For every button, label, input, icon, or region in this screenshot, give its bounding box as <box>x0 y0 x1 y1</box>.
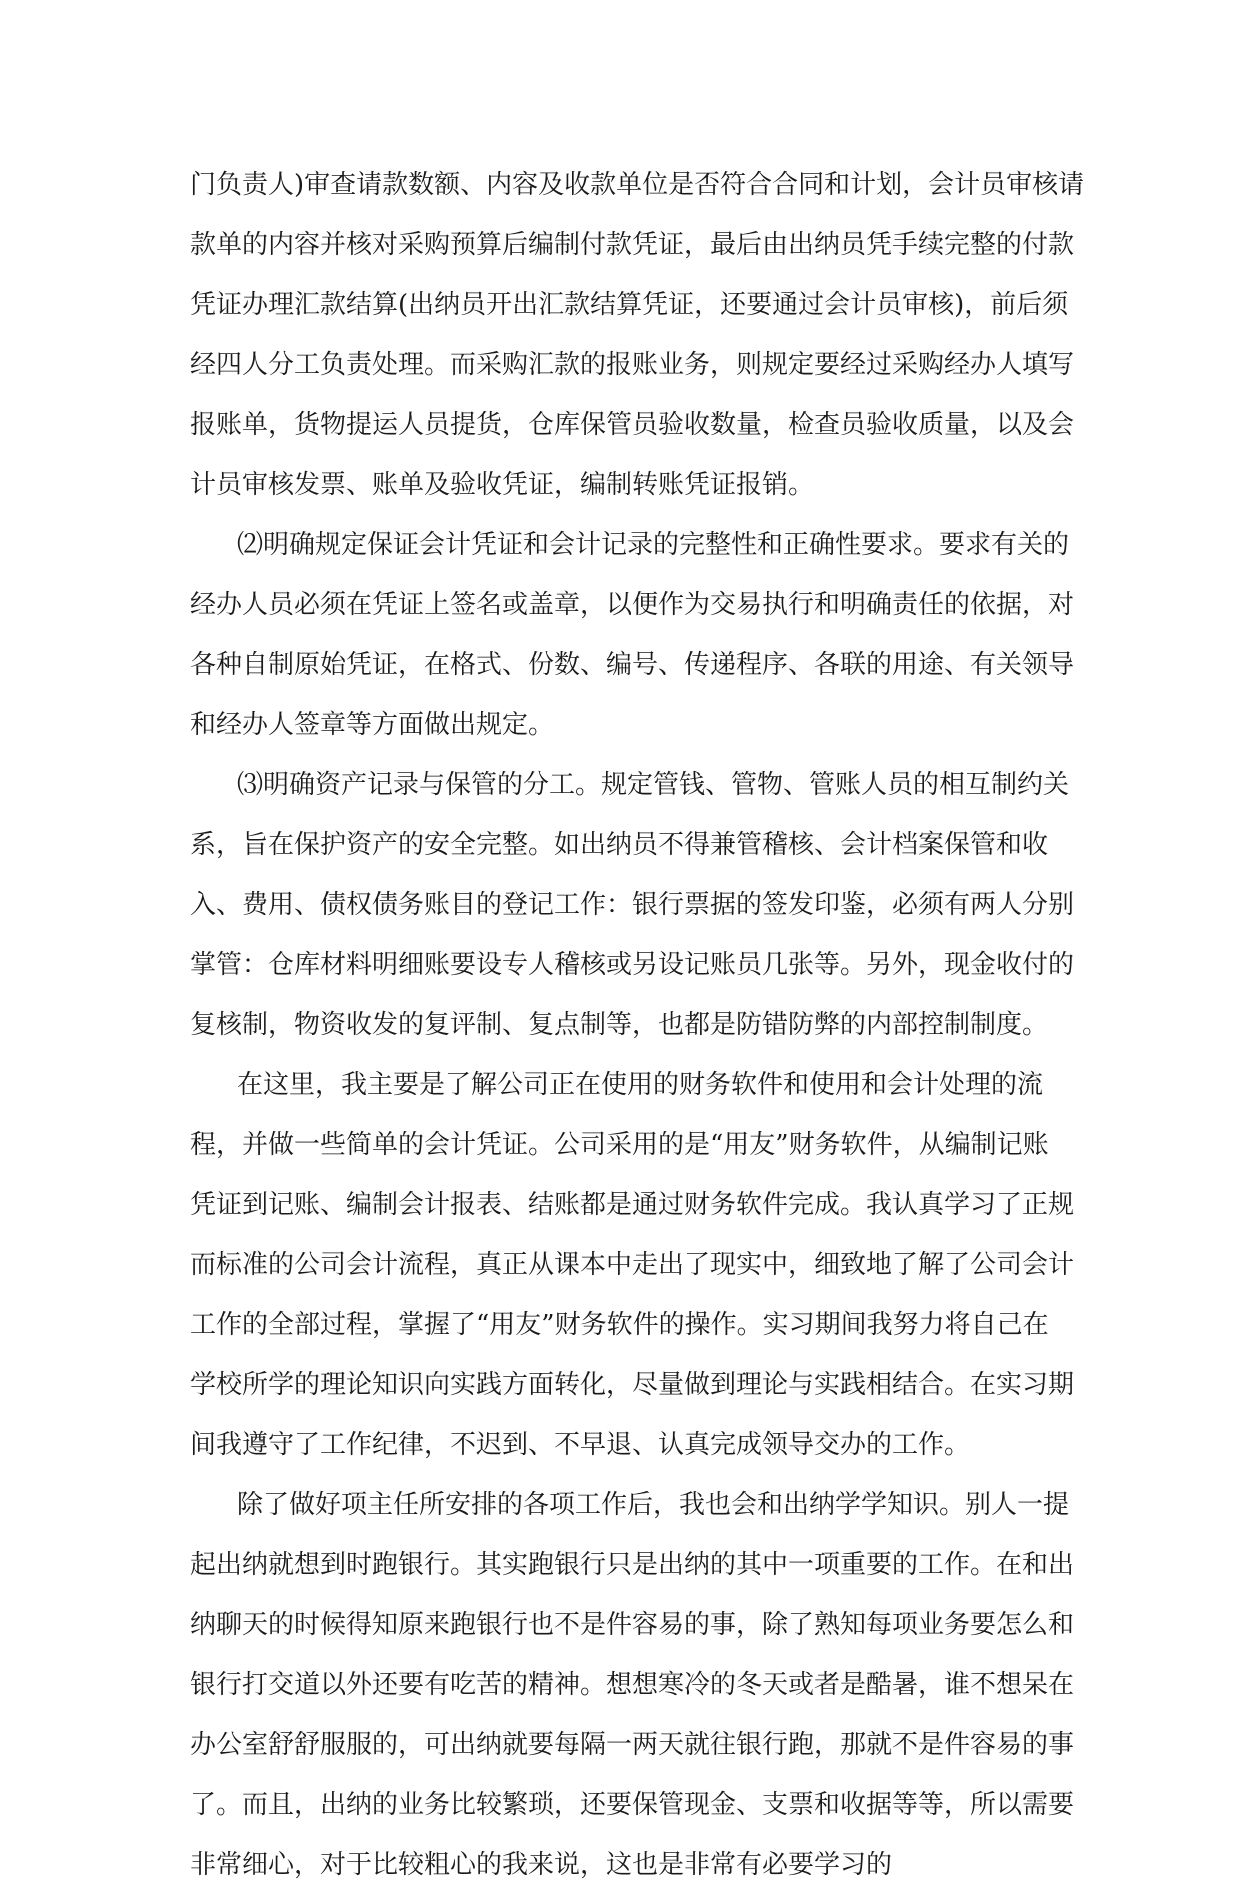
paragraph-line: 各种自制原始凭证，在格式、份数、编号、传递程序、各联的用途、有关领导 <box>190 650 1075 680</box>
paragraph-line: 而标准的公司会计流程，真正从课本中走出了现实中，细致地了解了公司会计 <box>190 1250 1075 1280</box>
paragraph-line: 起出纳就想到时跑银行。其实跑银行只是出纳的其中一项重要的工作。在和出 <box>190 1550 1075 1580</box>
paragraph-line: 纳聊天的时候得知原来跑银行也不是件容易的事，除了熟知每项业务要怎么和 <box>190 1610 1075 1640</box>
paragraph-line: ⑵明确规定保证会计凭证和会计记录的完整性和正确性要求。要求有关的 <box>237 530 1070 560</box>
paragraph-line: 非常细心，对于比较粗心的我来说，这也是非常有必要学习的 <box>190 1850 893 1880</box>
paragraph-3 <box>190 755 1075 1055</box>
paragraph-line: 计员审核发票、账单及验收凭证，编制转账凭证报销。 <box>190 470 815 500</box>
paragraph-line: 工作的全部过程，掌握了“用友”财务软件的操作。实习期间我努力将自己在 <box>190 1310 1049 1340</box>
paragraph-line: ⑶明确资产记录与保管的分工。规定管钱、管物、管账人员的相互制约关 <box>237 770 1070 800</box>
paragraph-line: 和经办人签章等方面做出规定。 <box>190 710 555 740</box>
paragraph-line: 系，旨在保护资产的安全完整。如出纳员不得兼管稽核、会计档案保管和收 <box>190 830 1049 860</box>
paragraph-line: 入、费用、债权债务账目的登记工作：银行票据的签发印鉴，必须有两人分别 <box>190 890 1075 920</box>
paragraph-line: 学校所学的理论知识向实践方面转化，尽量做到理论与实践相结合。在实习期 <box>190 1370 1075 1400</box>
paragraph-2 <box>190 515 1075 755</box>
paragraph-line: 间我遵守了工作纪律，不迟到、不早退、认真完成领导交办的工作。 <box>190 1430 971 1460</box>
paragraph-line: 经办人员必须在凭证上签名或盖章，以便作为交易执行和明确责任的依据，对 <box>190 590 1075 620</box>
paragraph-5 <box>190 1475 1075 1895</box>
paragraph-line: 银行打交道以外还要有吃苦的精神。想想寒冷的冬天或者是酷暑，谁不想呆在 <box>190 1670 1075 1700</box>
paragraph-line: 凭证到记账、编制会计报表、结账都是通过财务软件完成。我认真学习了正规 <box>190 1190 1075 1220</box>
document-body <box>190 155 1085 1895</box>
paragraph-line: 办公室舒舒服服的，可出纳就要每隔一两天就往银行跑，那就不是件容易的事 <box>190 1730 1075 1760</box>
paragraph-line: 门负责人)审查请款数额、内容及收款单位是否符合合同和计划，会计员审核请 <box>190 170 1085 200</box>
paragraph-line: 报账单，货物提运人员提货，仓库保管员验收数量，检查员验收质量，以及会 <box>190 410 1075 440</box>
paragraph-line: 在这里，我主要是了解公司正在使用的财务软件和使用和会计处理的流 <box>237 1070 1044 1100</box>
paragraph-line: 掌管：仓库材料明细账要设专人稽核或另设记账员几张等。另外，现金收付的 <box>190 950 1075 980</box>
paragraph-line: 复核制，物资收发的复评制、复点制等，也都是防错防弊的内部控制制度。 <box>190 1010 1049 1040</box>
paragraph-1 <box>190 155 1085 515</box>
paragraph-line: 程，并做一些简单的会计凭证。公司采用的是“用友”财务软件，从编制记账 <box>190 1130 1049 1160</box>
paragraph-line: 除了做好项主任所安排的各项工作后，我也会和出纳学学知识。别人一提 <box>237 1490 1070 1520</box>
paragraph-line: 经四人分工负责处理。而采购汇款的报账业务，则规定要经过采购经办人填写 <box>190 350 1075 380</box>
paragraph-4 <box>190 1055 1075 1475</box>
paragraph-line: 款单的内容并核对采购预算后编制付款凭证，最后由出纳员凭手续完整的付款 <box>190 230 1075 260</box>
paragraph-line: 凭证办理汇款结算(出纳员开出汇款结算凭证，还要通过会计员审核)，前后须 <box>190 290 1069 320</box>
paragraph-line: 了。而且，出纳的业务比较繁琐，还要保管现金、支票和收据等等，所以需要 <box>190 1790 1075 1820</box>
